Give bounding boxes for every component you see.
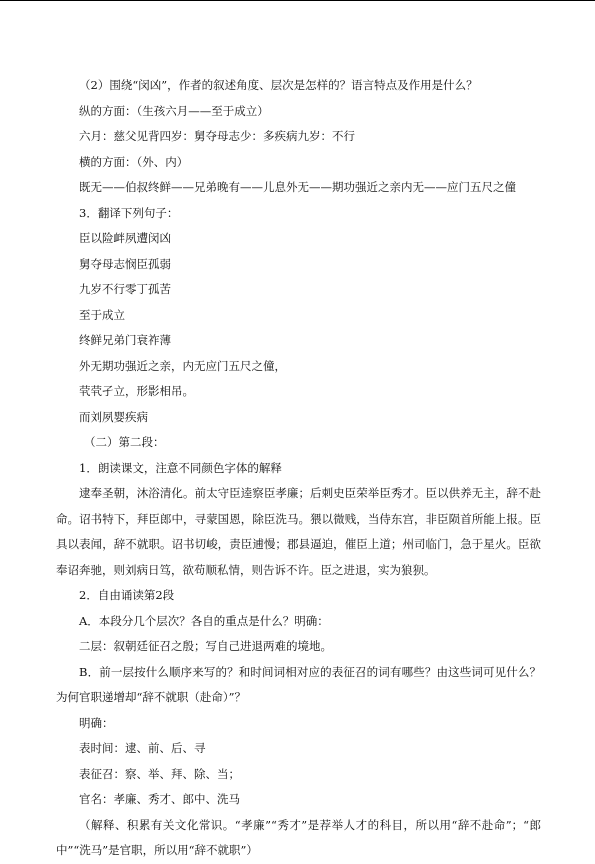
sentence-6: 外无期功强近之亲，内无应门五尺之僮， [79,358,286,373]
header-rule [0,0,595,1]
sentence-8: 而刘夙婴疾病 [79,409,148,424]
sentence-4: 至于成立 [79,307,125,322]
question-a: A．本段分几个层次？各自的重点是什么？明确： [79,613,329,628]
time-words-line: 表时间：逮、前、后、寻 [79,741,206,755]
sentence-5: 终鲜兄弟门衰祚薄 [79,333,171,347]
recite-instruction: 2．自由诵读第2段 [79,588,175,602]
sentence-1: 臣以险衅夙遭闵凶 [79,231,171,245]
question-2-line: （2）围绕“闵凶”，作者的叙述角度、层次是怎样的？语言特点及作用是什么？ [79,78,478,92]
passage-paragraph: 逮奉圣朝，沐浴清化。前太守臣逵察臣孝廉；后刺史臣荣举臣秀才。臣以供养无主，辞不赴命。诏书特下，拜臣郎中，寻蒙国恩，除臣洗马。猥以微贱，当侍东宫，非臣陨首所能上报。臣具以表闻，辞不就职。诏书切峻，责臣逋慢；郡县逼迫，催臣上道；州司临门，急于星火。臣欲奉诏奔驰，则刘病日笃，欲苟顺私情，则告诉不许。臣之进退，实为狼狈。 [56,486,541,577]
question-b: B．前一层按什么顺序来写的？和时间词相对应的表征召的词有哪些？由这些词可见什么？为何官职递增却“辞不就职（赴命）”？ [56,664,541,704]
translate-heading: 3．翻译下列句子： [79,205,179,220]
answer-a: 二层：叙朝廷征召之殷；写自己进退两难的境地。 [79,639,332,653]
ages-line: 六月：慈父见背四岁：舅夺母志少：多疾病九岁：不行 [79,129,355,143]
vertical-aspect-line: 纵的方面：（生孩六月——至于成立） [79,103,269,118]
relatives-line: 既无——伯叔终鲜——兄弟晚有——儿息外无——期功强近之亲内无——应门五尺之僮 [79,180,516,194]
official-titles-line: 官名：孝廉、秀才、郎中、洗马 [79,792,240,806]
section-2-heading: （二）第二段： [84,435,165,449]
summon-words-line: 表征召：察、举、拜、除、当； [79,766,240,781]
clarify-label: 明确： [79,715,114,730]
sentence-7: 茕茕孑立，形影相吊。 [79,384,194,398]
sentence-2: 舅夺母志悯臣孤弱 [79,256,171,271]
sentence-3: 九岁不行零丁孤苦 [79,282,171,296]
explanation-paragraph: （解释、积累有关文化常识。“孝廉”“秀才”是荐举人才的科目，所以用“辞不赴命”；“郎中”“洗马”是官职，所以用“辞不就职”） [56,817,541,857]
horizontal-aspect-line: 横的方面：（外、内） [79,154,189,169]
read-aloud-instruction: 1．朗读课文，注意不同颜色字体的解释 [79,460,282,475]
document-body [56,73,541,864]
